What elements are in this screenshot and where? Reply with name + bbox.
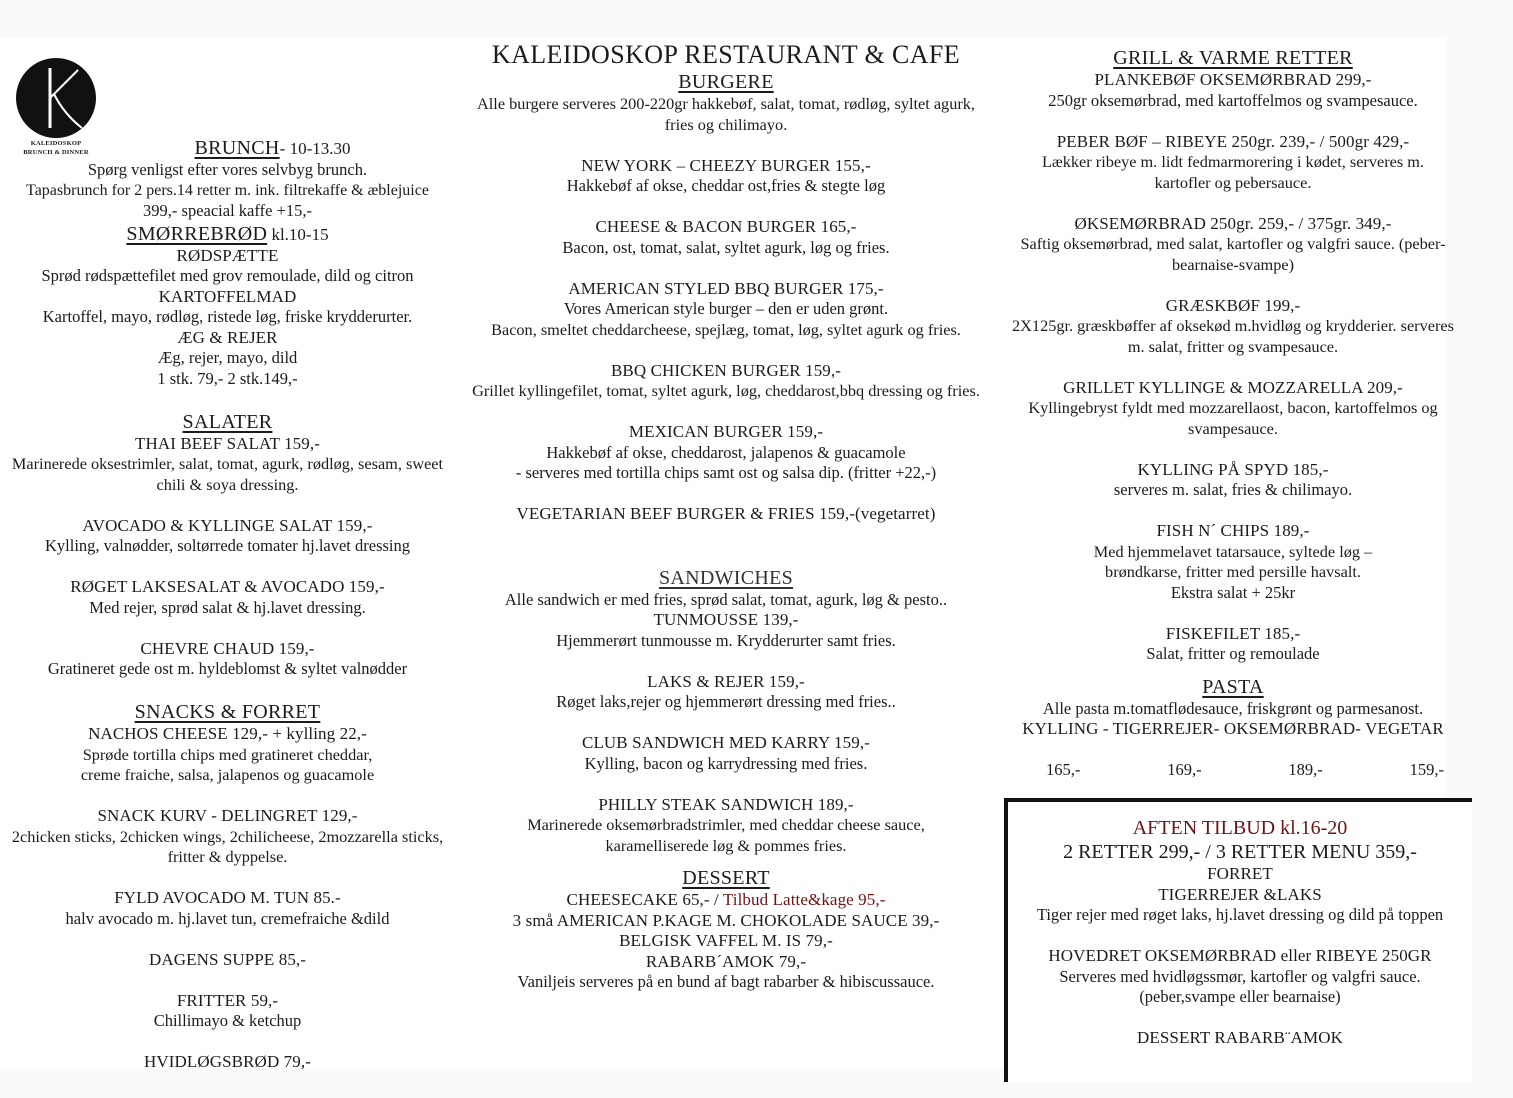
right-column <box>998 38 1468 781</box>
grill-item-desc: 250gr oksemørbrad, med kartoffelmos og svampesauce. <box>1048 90 1418 110</box>
burger-item-name: NEW YORK – CHEEZY BURGER 155,- <box>581 155 871 175</box>
burger-item-name: AMERICAN STYLED BBQ BURGER 175,- <box>568 278 884 298</box>
sandwich-item-name: CLUB SANDWICH MED KARRY 159,- <box>582 733 870 752</box>
logo-line2: BRUNCH & DINNER <box>23 149 89 156</box>
grill-item-name: GRÆSKBØF 199,- <box>1165 295 1301 315</box>
smorrebrod-item-desc: Kartoffel, mayo, rødløg, ristede løg, friske krydderurter. <box>42 307 413 326</box>
sandwich-item-name: LAKS & REJER 159,- <box>647 671 805 691</box>
burger-item-name: BBQ CHICKEN BURGER 159,- <box>610 360 842 380</box>
burger-item-desc: Grillet kyllingefilet, tomat, syltet agurk, løg, cheddarost,bbq dressing og fries. <box>472 381 980 400</box>
sandwiches-intro: Alle sandwich er med fries, sprød salat, tomat, agurk, løg & pesto.. <box>504 589 948 609</box>
dessert-line2: 3 små AMERICAN P.KAGE M. CHOKOLADE SAUCE 39,- <box>512 910 940 930</box>
offer-dessert: DESSERT RABARB¨AMOK <box>1136 1028 1344 1047</box>
burger-item-name: VEGETARIAN BEEF BURGER & FRIES 159,-(vegetarret) <box>516 504 936 523</box>
snacks-title: SNACKS & FORRET <box>134 701 321 723</box>
smorrebrod-item-name: ÆG & REJER <box>177 327 278 347</box>
grill-item-desc: Med hjemmelavet tatarsauce, syltede løg – brøndkarse, fritter med persille havsalt. <box>1093 541 1373 581</box>
burger-item-desc: Bacon, ost, tomat, salat, syltet agurk, løg og fries. <box>562 237 890 257</box>
grill-item-name: KYLLING PÅ SPYD 185,- <box>1137 459 1329 479</box>
snack-item-name: FRITTER 59,- <box>176 990 279 1010</box>
snack-item-name: NACHOS CHEESE 129,- + kylling 22,- <box>88 724 367 743</box>
dessert-line3: BELGISK VAFFEL M. IS 79,- <box>619 931 833 950</box>
brunch-line3: 399,- speacial kaffe +15,- <box>143 201 312 220</box>
salat-item-name: CHEVRE CHAUD 159,- <box>140 638 315 658</box>
pasta-prices <box>998 760 1468 781</box>
pasta-price: 169,- <box>1167 760 1202 779</box>
salater-title: SALATER <box>182 410 273 433</box>
smorrebrod-title: SMØRREBRØD <box>126 222 268 245</box>
smorrebrod-item-name: KARTOFFELMAD <box>158 286 297 306</box>
smorrebrod-hours: kl.10-15 <box>267 224 329 244</box>
smorrebrod-item-desc: Sprød rødspættefilet med grov remoulade, dild og citron <box>41 266 414 285</box>
grill-item-name: FISKEFILET 185,- <box>1165 623 1301 643</box>
burger-item-desc2: Bacon, smeltet cheddarcheese, spejlæg, tomat, løg, syltet agurk og fries. <box>491 319 961 339</box>
dessert-offer: Tilbud Latte&kage 95,- <box>722 890 886 909</box>
sandwich-item-name: PHILLY STEAK SANDWICH 189,- <box>598 794 854 814</box>
snack-item-desc: 2chicken sticks, 2chicken wings, 2chilicheese, 2mozzarella sticks, fritter & dyppelse. <box>11 826 444 866</box>
grill-item-desc: Lækker ribeye m. lidt fedmarmorering i kødet, serveres m. kartofler og pebersauce. <box>1041 152 1425 192</box>
sandwich-item-desc: Røget laks,rejer og hjemmerørt dressing med fries.. <box>556 692 896 711</box>
sandwich-item-desc: Marinerede oksemørbradstrimler, med cheddar cheese sauce, karamelliserede løg & pommes fries. <box>527 815 925 855</box>
brunch-line2: Tapasbrunch for 2 pers.14 retter m. ink. filtrekaffe & æblejuice <box>26 181 429 199</box>
left-column <box>0 38 455 1073</box>
burger-item-desc: Hakkebøf af okse, cheddarost, jalapenos & guacamole <box>546 442 906 462</box>
burgere-intro: Alle burgere serveres 200-220gr hakkebøf, salat, tomat, rødløg, syltet agurk, fries og chilimayo. <box>477 94 975 134</box>
burger-item-desc2: - serveres med tortilla chips samt ost og salsa dip. (fritter +22,-) <box>515 463 937 482</box>
burger-item-name: MEXICAN BURGER 159,- <box>628 422 824 441</box>
salat-item-name: RØGET LAKSESALAT & AVOCADO 159,- <box>70 577 385 596</box>
dessert-title: DESSERT <box>682 867 770 889</box>
dessert-line1 <box>465 890 987 911</box>
logo-line1: KALEIDOSKOP <box>30 140 82 147</box>
pasta-price: 159,- <box>1409 760 1444 779</box>
sandwich-item-desc: Hjemmerørt tunmousse m. Krydderurter samt fries. <box>556 630 896 650</box>
grill-item-name: FISH N´ CHIPS 189,- <box>1156 521 1310 540</box>
sandwich-item-name: TUNMOUSSE 139,- <box>653 610 799 629</box>
offer-forret: FORRET <box>1207 864 1273 883</box>
grill-item-desc: Salat, fritter og remoulade <box>1146 644 1320 663</box>
pasta-price: 189,- <box>1288 760 1323 779</box>
evening-offer-box <box>1004 798 1472 1082</box>
offer-main-desc2: (peber,svampe eller bearnaise) <box>1139 987 1341 1006</box>
salat-item-desc: Kylling, valnødder, soltørrede tomater hj.lavet dressing <box>45 536 410 555</box>
pasta-title: PASTA <box>1202 675 1264 698</box>
pasta-line1: Alle pasta m.tomatflødesauce, friskgrønt og parmesanost. <box>1042 698 1424 718</box>
brunch-hours: - 10-13.30 <box>279 139 351 158</box>
sandwiches-title: SANDWICHES <box>658 566 794 589</box>
grill-item-desc2: Ekstra salat + 25kr <box>1170 582 1296 602</box>
offer-menus: 2 RETTER 299,- / 3 RETTER MENU 359,- <box>1063 841 1417 863</box>
salat-item-name: THAI BEEF SALAT 159,- <box>134 433 320 453</box>
offer-forret-desc: Tiger rejer med røget laks, hj.lavet dressing og dild på toppen <box>1036 905 1444 924</box>
snack-item-name: FYLD AVOCADO M. TUN 85.- <box>114 888 341 907</box>
salat-item-desc: Gratineret gede ost m. hyldeblomst & syltet valnødder <box>47 659 408 678</box>
snack-item-name: DAGENS SUPPE 85,- <box>148 949 307 969</box>
snack-item-desc: Chillimayo & ketchup <box>153 1011 302 1030</box>
dessert-cheesecake: CHEESECAKE 65,- / <box>566 890 723 909</box>
salat-item-name: AVOCADO & KYLLINGE SALAT 159,- <box>82 515 373 535</box>
snack-item-name: SNACK KURV - DELINGRET 129,- <box>97 806 358 825</box>
snack-item-name: HVIDLØGSBRØD 79,- <box>144 1052 311 1071</box>
smorrebrod-prices: 1 stk. 79,- 2 stk.149,- <box>157 368 298 388</box>
grill-item-desc: serveres m. salat, fries & chilimayo. <box>1113 480 1353 499</box>
snack-item-desc: Sprøde tortilla chips med gratineret cheddar, creme fraiche, salsa, jalapenos og guacamole <box>80 744 375 784</box>
restaurant-title: KALEIDOSKOP RESTAURANT & CAFE <box>491 40 961 69</box>
grill-item-desc: 2X125gr. græskbøffer af oksekød m.hvidløg og krydderier. serveres m. salat, fritter og svampesauce. <box>1012 316 1454 356</box>
grill-item-name: PEBER BØF – RIBEYE 250gr. 239,- / 500gr 429,- <box>1056 131 1410 151</box>
smorrebrod-item-name: RØDSPÆTTE <box>176 245 279 265</box>
grill-title: GRILL & VARME RETTER <box>1113 47 1353 69</box>
middle-column <box>465 38 987 993</box>
offer-forret-name: TIGERREJER &LAKS <box>1158 884 1322 904</box>
burger-item-name: CHEESE & BACON BURGER 165,- <box>595 217 857 236</box>
grill-item-desc: Saftig oksemørbrad, med salat, kartofler og valgfri sauce. (peber-bearnaise-svampe) <box>1020 234 1446 274</box>
offer-main-name: HOVEDRET OKSEMØRBRAD eller RIBEYE 250GR <box>1048 946 1432 965</box>
pasta-line2: KYLLING - TIGERREJER- OKSEMØRBRAD- VEGETAR <box>1022 719 1444 738</box>
snack-item-desc: halv avocado m. hj.lavet tun, cremefraiche &dild <box>65 908 390 928</box>
brunch-line1: Spørg venligst efter vores selvbyg brunch. <box>87 160 368 179</box>
salat-item-desc: Marinerede oksestrimler, salat, tomat, agurk, rødløg, sesam, sweet chili & soya dressing. <box>11 454 444 494</box>
pasta-price: 165,- <box>1046 760 1081 779</box>
grill-item-name: GRILLET KYLLINGE & MOZZARELLA 209,- <box>1063 377 1403 397</box>
burger-item-desc: Hakkebøf af okse, cheddar ost,fries & stegte løg <box>566 176 886 195</box>
smorrebrod-item-desc: Æg, rejer, mayo, dild <box>157 348 298 367</box>
burger-item-desc: Vores American style burger – den er uden grønt. <box>563 299 889 318</box>
brunch-heading <box>0 136 455 160</box>
grill-item-desc: Kyllingebryst fyldt med mozzarellaost, bacon, kartoffelmos og svampesauce. <box>1028 398 1438 438</box>
burgere-title: BURGERE <box>678 71 774 93</box>
offer-main-desc1: Serveres med hvidløgssmør, kartofler og valgfri sauce. <box>1059 966 1421 986</box>
dessert-line4: RABARB´AMOK 79,- <box>645 951 807 971</box>
dessert-line5: Vaniljeis serveres på en bund af bagt rabarber & hibiscussauce. <box>517 972 935 991</box>
grill-item-name: ØKSEMØRBRAD 250gr. 259,- / 375gr. 349,- <box>1074 213 1392 233</box>
brunch-title: BRUNCH <box>194 137 280 159</box>
salat-item-desc: Med rejer, sprød salat & hj.lavet dressing. <box>89 597 366 617</box>
smorrebrod-heading <box>0 222 455 246</box>
grill-item-name: PLANKEBØF OKSEMØRBRAD 299,- <box>1094 70 1372 89</box>
sandwich-item-desc: Kylling, bacon og karrydressing med fries. <box>584 753 868 773</box>
offer-title: AFTEN TILBUD kl.16-20 <box>1132 817 1348 839</box>
